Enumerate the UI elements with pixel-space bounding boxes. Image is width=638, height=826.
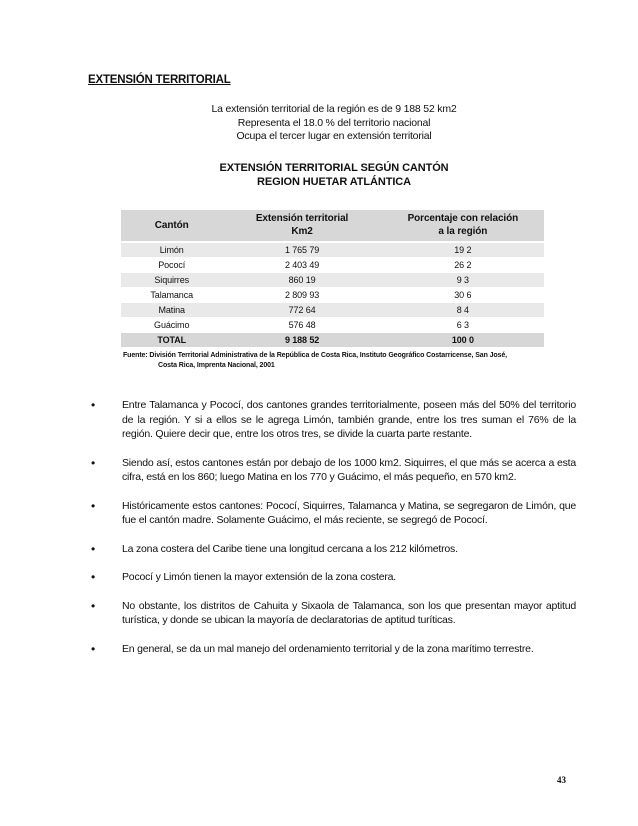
section-title: EXTENSIÓN TERRITORIAL <box>88 74 231 86</box>
bullet-item <box>88 499 576 528</box>
page-number: 43 <box>557 775 566 785</box>
cell-percentage: 9 3 <box>382 273 544 288</box>
table-row <box>121 273 544 288</box>
bullet-text: Pococí y Limón tienen la mayor extensión de la zona costera. <box>122 571 396 583</box>
table-row <box>121 258 544 273</box>
table-row <box>121 318 544 333</box>
bullet-text: Entre Talamanca y Pococí, dos cantones grandes territorialmente, poseen más del 50% del territorio de la región. Y si a ellos se le agrega Limón, también grande, entre los tres suman el 76% de la región. Quiere decir que, entre los otros tres, se divide la cuarta parte restante. <box>122 399 576 440</box>
bullet-text: Siendo así, estos cantones están por debajo de los 1000 km2. Siquirres, el que más se acerca a esta cifra, está en los 860; luego Matina en los 770 y Guácimo, el más pequeño, en 570 km2. <box>122 456 576 483</box>
cell-percentage: 30 6 <box>382 288 544 303</box>
intro-line: Ocupa el tercer lugar en extensión territorial <box>236 130 432 142</box>
cell-percentage: 8 4 <box>382 303 544 318</box>
bullet-text: Históricamente estos cantones: Pococí, Siquirres, Talamanca y Matina, se segregaron de Limón, que fue el cantón madre. Solamente Guácimo, el más reciente, se segregó de Pococí. <box>122 499 576 526</box>
bullet-text: En general, se da un mal manejo del ordenamiento territorial y de la zona marítimo terrestre. <box>122 642 534 655</box>
intro-line: Representa el 18.0 % del territorio nacional <box>237 116 431 129</box>
intro-summary <box>0 103 638 144</box>
territory-table <box>121 210 544 348</box>
total-cell-percentage: 100 0 <box>382 333 544 348</box>
cell-extension: 860 19 <box>222 273 381 288</box>
bullet-item <box>88 398 576 442</box>
table-total-row <box>121 333 544 348</box>
cell-extension: 576 48 <box>222 318 381 333</box>
cell-percentage: 6 3 <box>382 318 544 333</box>
table-row <box>121 242 544 258</box>
cell-extension: 772 64 <box>222 303 381 318</box>
bullet-item <box>88 542 576 557</box>
total-cell-canton: TOTAL <box>121 333 222 348</box>
cell-canton: Limón <box>121 242 222 258</box>
bullet-dot-icon: • <box>91 570 96 584</box>
bullet-item <box>88 599 576 628</box>
cell-extension: 1 765 79 <box>222 242 381 258</box>
source-note <box>123 351 507 371</box>
table-header-row <box>121 210 544 242</box>
header-percentage: Porcentaje con relación a la región <box>382 210 544 242</box>
bullet-text: No obstante, los distritos de Cahuita y Sixaola de Talamanca, son los que presentan mayor aptitud turística, y donde se ubican la mayoría de declaratorias de aptitud turíticas. <box>122 599 576 626</box>
cell-percentage: 26 2 <box>382 258 544 273</box>
cell-percentage: 19 2 <box>382 242 544 258</box>
source-line: Fuente: División Territorial Administrativa de la República de Costa Rica, Instituto Geográfico Costarricense, San José, <box>123 352 507 359</box>
bullet-dot-icon: • <box>91 641 96 656</box>
header-canton: Cantón <box>121 210 222 242</box>
table-title-line: REGION HUETAR ATLÁNTICA <box>257 176 411 188</box>
bullet-item <box>88 456 576 485</box>
bullet-dot-icon: • <box>91 541 96 556</box>
cell-canton: Talamanca <box>121 288 222 303</box>
table-row <box>121 288 544 303</box>
table-title <box>0 161 638 189</box>
header-extension: Extensión territorial Km2 <box>222 210 381 242</box>
intro-line: La extensión territorial de la región es de 9 188 52 km2 <box>211 103 457 115</box>
bullet-item <box>88 642 576 657</box>
total-cell-extension: 9 188 52 <box>222 333 381 348</box>
cell-canton: Pococí <box>121 258 222 273</box>
cell-canton: Siquirres <box>121 273 222 288</box>
cell-canton: Matina <box>121 303 222 318</box>
cell-extension: 2 809 93 <box>222 288 381 303</box>
cell-extension: 2 403 49 <box>222 258 381 273</box>
bullet-dot-icon: • <box>91 398 96 412</box>
bullet-list <box>88 398 576 656</box>
bullet-item <box>88 570 576 585</box>
source-line: Costa Rica, Imprenta Nacional, 2001 <box>158 362 275 369</box>
bullet-dot-icon: • <box>91 498 96 513</box>
bullet-text: La zona costera del Caribe tiene una longitud cercana a los 212 kilómetros. <box>122 542 458 555</box>
bullet-dot-icon: • <box>91 598 96 613</box>
cell-canton: Guácimo <box>121 318 222 333</box>
bullet-dot-icon: • <box>91 455 96 470</box>
table-row <box>121 303 544 318</box>
table-title-line: EXTENSIÓN TERRITORIAL SEGÚN CANTÓN <box>219 162 449 174</box>
